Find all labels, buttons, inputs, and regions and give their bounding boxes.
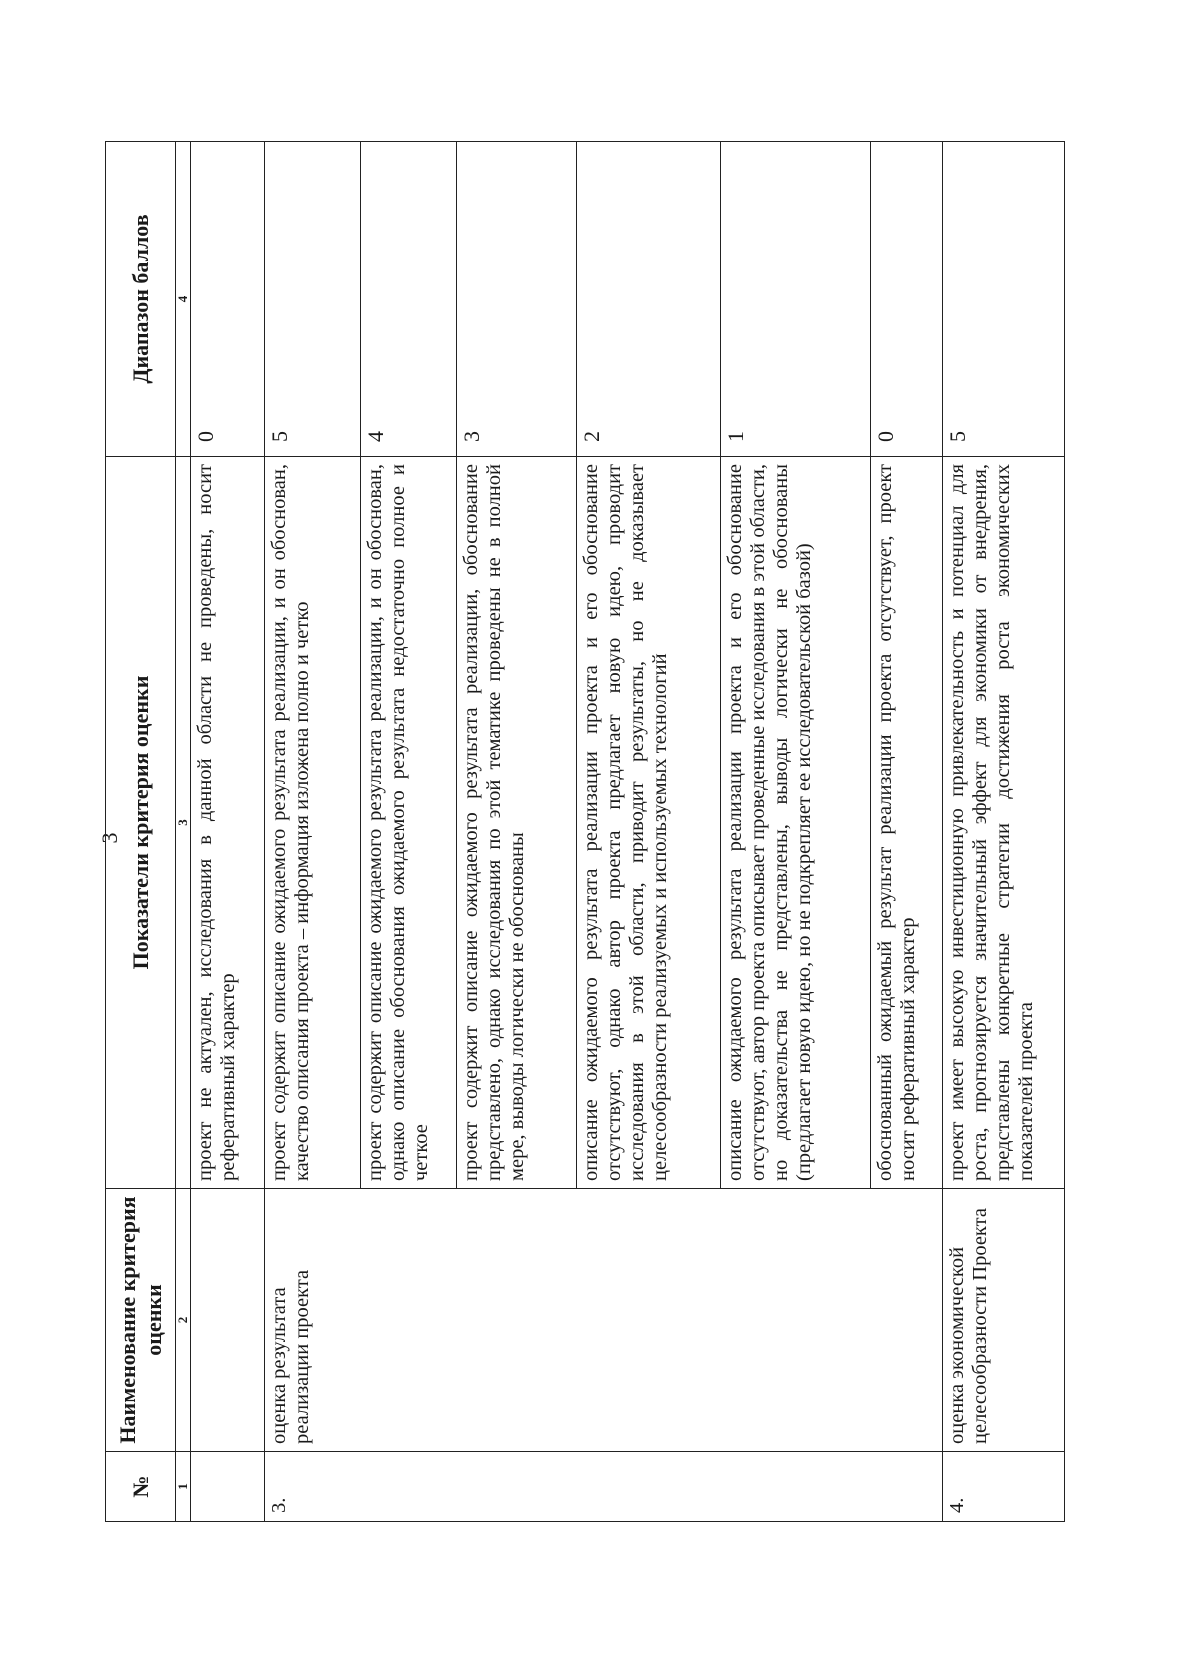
header-row <box>106 142 176 1522</box>
row-score: 0 <box>191 142 265 457</box>
row-score: 3 <box>457 142 577 457</box>
row-criterion-name: оценка результата реализации проекта <box>265 1189 943 1452</box>
row-indicator: проект не актуален, исследования в данной области не проведены, носит реферативный характер <box>191 457 265 1189</box>
row-indicator: проект содержит описание ожидаемого результата реализации, и он обоснован, однако описание обоснования ожидаемого результата недостаточно полное и четкое <box>361 457 457 1189</box>
header-indicator: Показатели критерия оценки <box>106 457 176 1189</box>
row-score: 5 <box>265 142 361 457</box>
table-row <box>265 142 361 1522</box>
criteria-table <box>105 141 1065 1522</box>
column-number: 1 <box>176 1452 191 1522</box>
row-indicator: обоснованный ожидаемый результат реализации проекта отсутствует, проект носит реферативный характер <box>871 457 943 1189</box>
row-score: 1 <box>721 142 871 457</box>
column-number: 4 <box>176 142 191 457</box>
row-indicator: проект содержит описание ожидаемого результата реализации, обоснование представлено, однако исследования по этой тематике проведены не в полной мере, выводы логически не обоснованы <box>457 457 577 1189</box>
page-number: 3 <box>97 832 122 844</box>
table-row <box>943 142 1065 1522</box>
table-row <box>191 142 265 1522</box>
row-criterion-name: оценка экономической целесообразности Проекта <box>943 1189 1065 1452</box>
row-indicator: описание ожидаемого результата реализации проекта и его обоснование отсутствуют, автор проекта описывает проведенные исследования в этой области, но доказательства не представлены, выводы логически не обоснованы (предлагает новую идею, но не подкрепляет ее исследовательской базой) <box>721 457 871 1189</box>
row-no <box>191 1452 265 1522</box>
row-indicator: проект содержит описание ожидаемого результата реализации, и он обоснован, качество описания проекта – информация изложена полно и четко <box>265 457 361 1189</box>
row-criterion-name <box>191 1189 265 1452</box>
column-number: 2 <box>176 1189 191 1452</box>
row-score: 2 <box>577 142 721 457</box>
header-criterion-name: Наименование критерия оценки <box>106 1189 176 1452</box>
header-no: № <box>106 1452 176 1522</box>
row-indicator: проект имеет высокую инвестиционную привлекательность и потенциал для роста, прогнозируется значительный эффект для экономики от внедрения, представлены конкретные стратегии достижения роста экономических показателей проекта <box>943 457 1065 1189</box>
header-score-range: Диапазон баллов <box>106 142 176 457</box>
column-number: 3 <box>176 457 191 1189</box>
row-indicator: описание ожидаемого результата реализации проекта и его обоснование отсутствуют, однако автор проекта предлагает новую идею, проводит исследования в этой области, приводит результаты, но не доказывает целесообразности реализуемых и используемых технологий <box>577 457 721 1189</box>
row-no: 3. <box>265 1452 943 1522</box>
column-number-row <box>176 142 191 1522</box>
row-score: 4 <box>361 142 457 457</box>
row-score: 0 <box>871 142 943 457</box>
row-no: 4. <box>943 1452 1065 1522</box>
criteria-sheet <box>105 142 1065 1522</box>
row-score: 5 <box>943 142 1065 457</box>
